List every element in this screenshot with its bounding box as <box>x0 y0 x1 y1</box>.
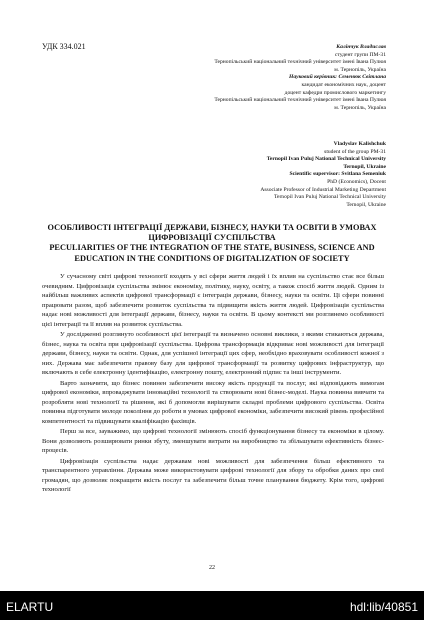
author-en-line: Ternopil, Ukraine <box>343 163 386 170</box>
author-en-line: Ternopil Ivan Puluj National Technical University <box>273 194 386 201</box>
body-paragraph: Перш за все, зауважимо, що цифрові технології змінюють спосіб функціонування бізнесу та економіки в цілому. Вони дозволяють розширювати ринки збуту, зменшувати витрати на виробництво та збільшувати ефективність бізнес-процесів. <box>42 428 384 454</box>
footer-handle-label: hdl:lib/40851 <box>349 600 418 614</box>
title-en: PECULIARITIES OF THE INTEGRATION OF THE STATE, BUSINESS, SCIENCE AND EDUCATION IN THE CONDITIONS OF DIGITALIZATION OF SOCIETY <box>49 243 375 263</box>
body-paragraph: У сучасному світі цифрові технології входять у всі сфери життя людей і їх вплив на суспільство стає все більш очевидним. Цифровізація суспільства змінює економіку, політику, науку, освіту, а також спосіб життя людей. Одним із найбільш важливих аспектів цифрової трансформації є інтеграція держави, бізнесу, науки та освіти. Ці сфери повинні працювати разом, щоб забезпечити розвиток суспільства та підвищити якість життя людей. Цифровізація суспільства надає нові можливості для інтеграції держави, бізнесу, науки та освіти. В цьому контексті ми розглянемо особливості цієї інтеграції та її вплив на розвиток суспільства. <box>42 273 384 328</box>
article-titles <box>36 223 388 264</box>
footer-left-label: ELARTU <box>6 600 54 614</box>
author-ua-line: м. Тернопіль, Україна <box>334 66 386 73</box>
body-paragraph: Цифровізація суспільства надає державам нові можливості для забезпечення більш ефективного та транспарентного управління. Держава може використовувати цифрові технології для збору та обробки даних про свої громадян, що дозволяє покращити якість послуг та забезпечити більш точне планування бюджету. Крім того, цифрові технології <box>42 457 384 493</box>
author-ua-line: Науковий керівник: Семенюк Світлана <box>289 74 386 81</box>
footer-bar <box>0 591 424 620</box>
body-paragraph: Варто зазначити, що бізнес повинен забезпечити високу якість продукції та послуг, які відповідають вимогам цифрової економіки, впроваджувати інноваційні технології та створювати нові бізнес-моделі. Наука повинна вивчати та розробляти нові технології та рішення, які б допомогли вирішувати складні проблеми цифрового суспільства. Освіта повинна підготувати молоде покоління до роботи в умовах цифрової економіки, забезпечити високий рівень професійної компетентності та підвищувати кваліфікацію фахівців. <box>42 379 384 425</box>
author-en-line: Vladyslav Kalishchuk <box>333 141 386 147</box>
title-ua: ОСОБЛИВОСТІ ІНТЕГРАЦІЇ ДЕРЖАВИ, БІЗНЕСУ, НАУКИ ТА ОСВІТИ В УМОВАХ ЦИФРОВІЗАЦІЇ СУСПІЛЬСТВА <box>47 223 377 243</box>
author-ua-line: Тернопільський національний технічний університет імені Івана Пулюя <box>214 59 386 66</box>
author-en-line: Ternopil Ivan Puluj National Technical University <box>266 156 386 163</box>
article-body <box>42 272 384 496</box>
author-ua-line: Тернопільський національний технічний університет імені Івана Пулюя <box>214 97 386 104</box>
author-ua-line: доцент кафедри промислового маркетингу <box>284 89 386 96</box>
author-en-line: Associate Professor of Industrial Marketing Department <box>260 186 386 193</box>
author-en-line: Ternopil, Ukraine <box>346 201 386 208</box>
author-en-line: PhD (Economics), Docent <box>327 178 386 185</box>
author-ua-line: кандидат економічних наук, доцент <box>301 81 386 88</box>
author-en-line: Scientific supervisor: Svitlana Semeniuk <box>289 171 386 178</box>
author-ua-line: м. Тернопіль, Україна <box>334 104 386 111</box>
author-block-en <box>86 141 386 209</box>
udk-code: УДК 334.021 <box>42 42 86 51</box>
author-ua-line: Калінчук Владислав <box>336 44 386 50</box>
page-number: 22 <box>209 565 215 571</box>
author-en-line: student of the group PM-31 <box>324 148 386 155</box>
body-paragraph: У дослідженні розглянуто особливості цієї інтеграції та визначено основні виклики, з якими стикаються держава, бізнес, наука та освіта при цифровізації суспільства. Цифрова трансформація відкриває нові можливості для інтеграції держави, бізнесу, науки та освіти. Однак, для успішної інтеграції цих сфер, необхідно враховувати особливості кожної з них. Держава має забезпечити правову базу для цифрової трансформації та розвитку цифрових інфраструктур, що включають в себе електронну ідентифікацію, електронну пошту, електронний підпис та інші інструменти. <box>42 331 384 376</box>
author-ua-line: студент групи ПМ-31 <box>334 51 386 58</box>
author-block-ua <box>86 44 386 112</box>
